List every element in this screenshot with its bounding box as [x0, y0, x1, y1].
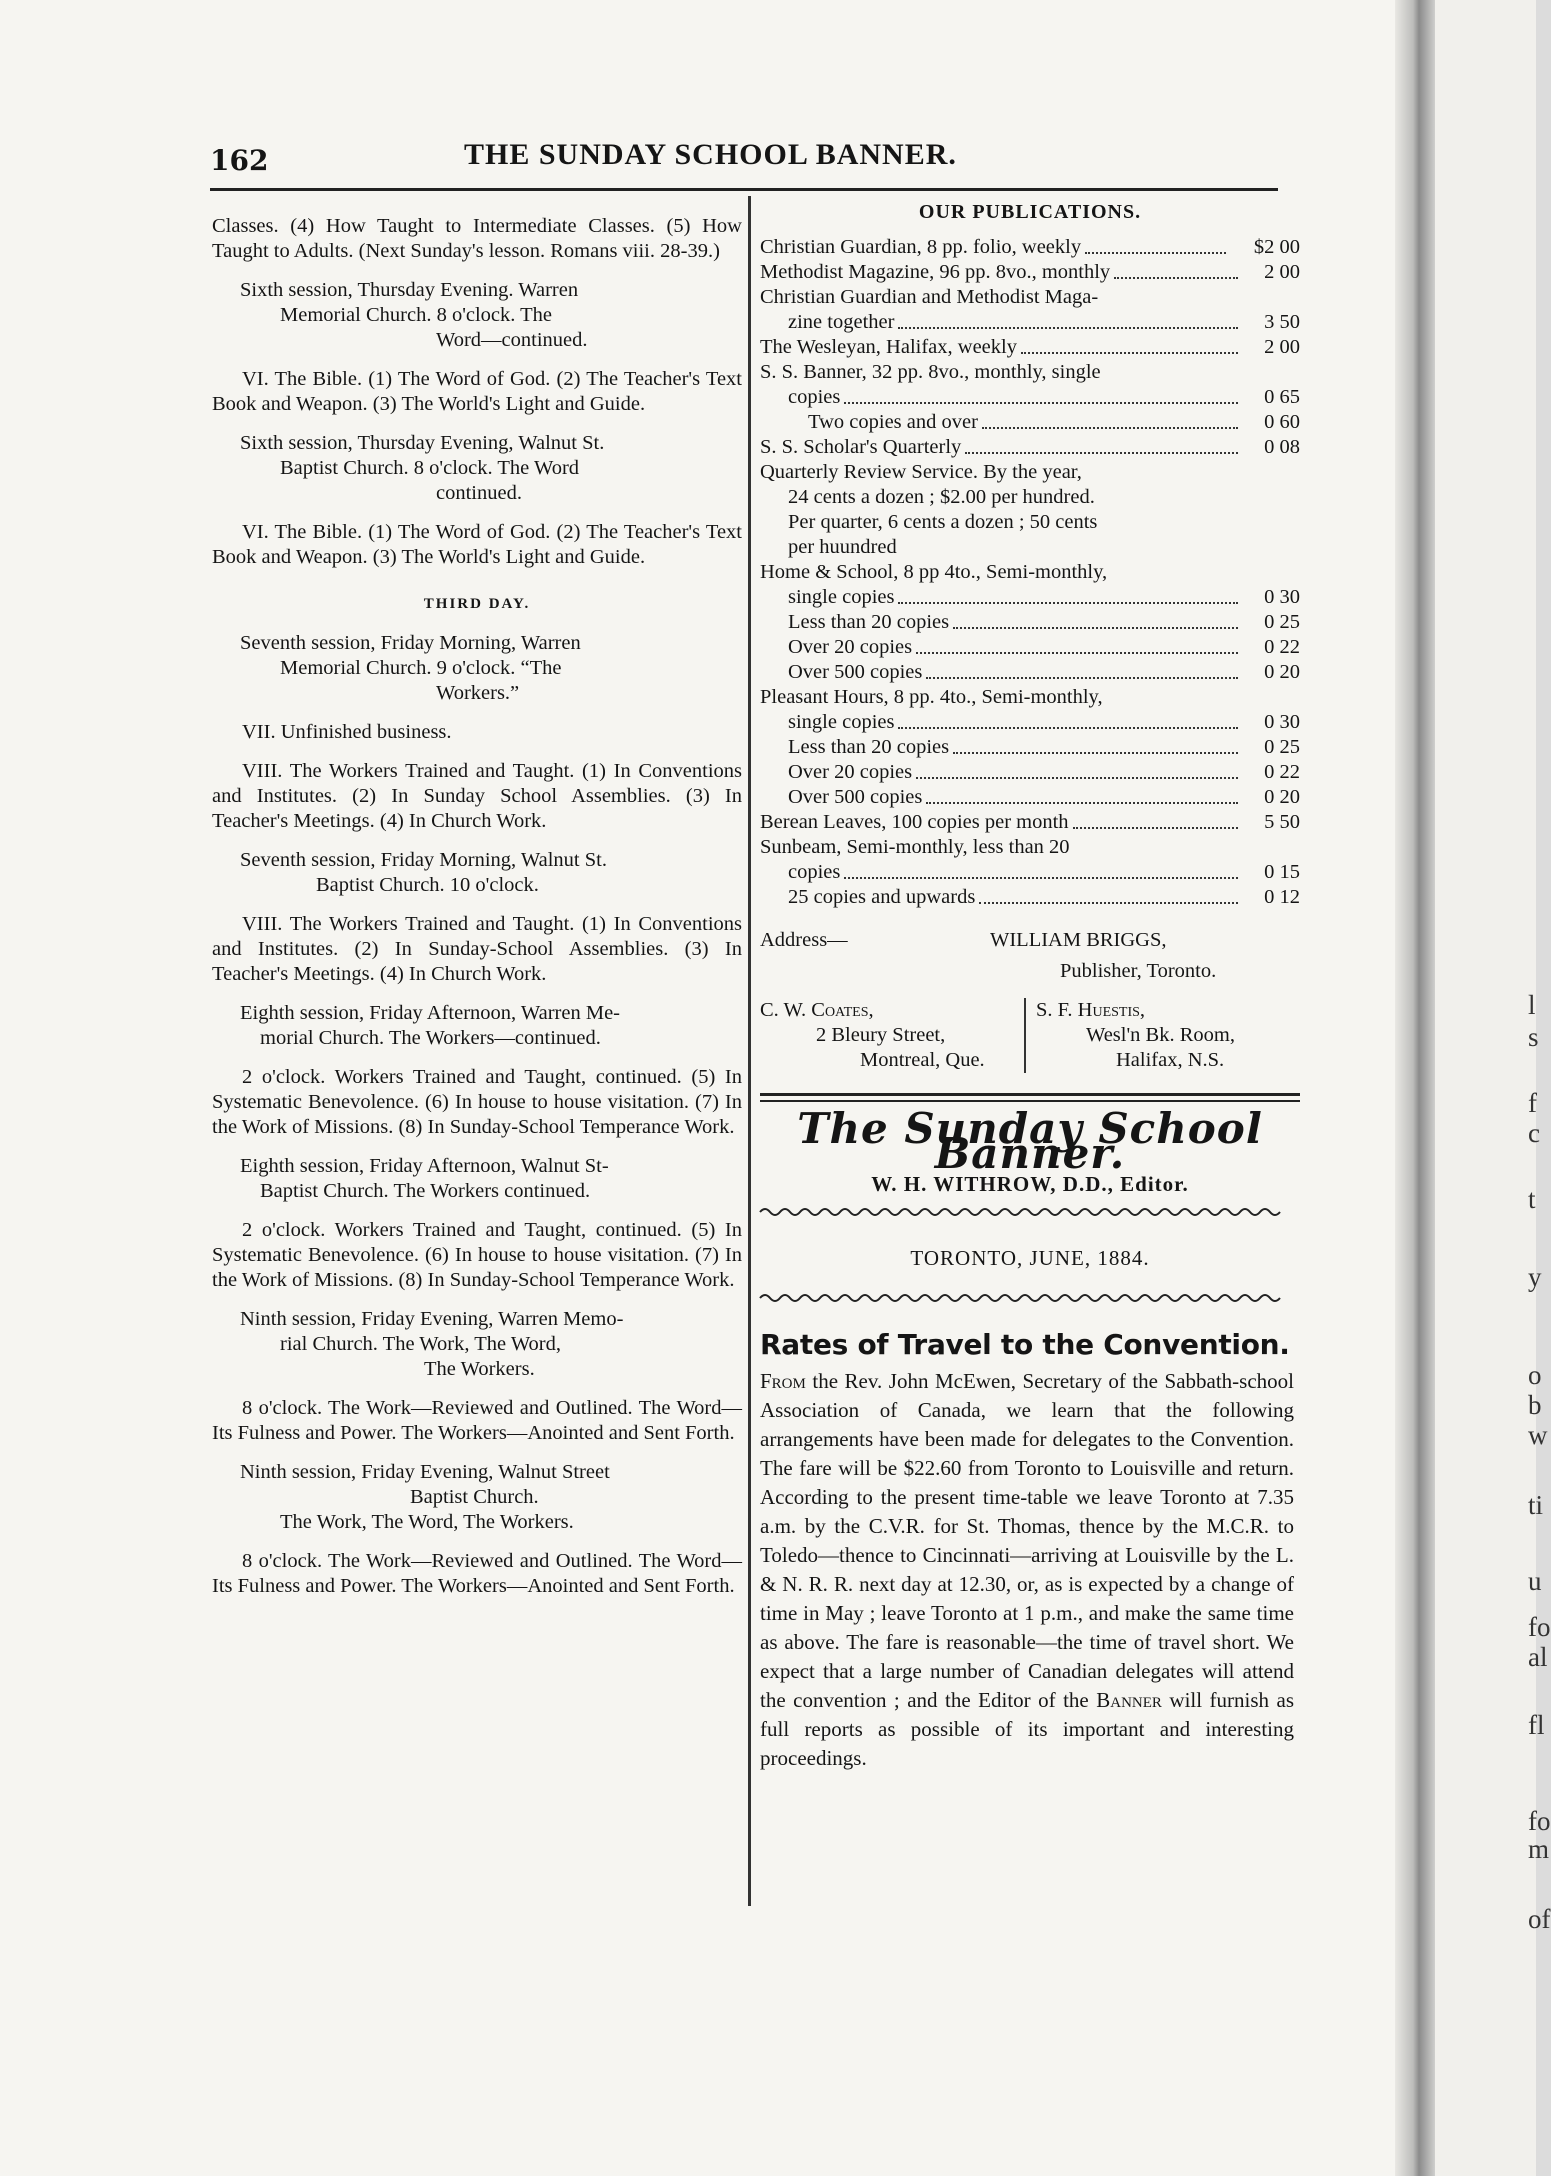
left-column — [212, 214, 742, 1613]
program-item: VIII. The Workers Trained and Taught. (1) In Conventions and Institutes. (2) In Sunday-School Assemblies. (3) In Teacher's Meetings. (4) In Church Work. — [212, 913, 742, 985]
publication-name: Over 500 copies — [788, 786, 923, 808]
dot-leader — [926, 677, 1238, 679]
publication-row — [760, 785, 1300, 810]
dot-leader — [965, 452, 1238, 454]
publication-row — [760, 635, 1300, 660]
session-line: Ninth session, Friday Evening, Warren Memo- — [240, 1308, 624, 1330]
program-text: Classes. (4) How Taught to Intermediate Classes. (5) How Taught to Adults. (Next Sunday's lesson. Romans viii. 28-39.) — [212, 215, 742, 262]
publication-price: 0 25 — [1264, 736, 1300, 758]
publication-price: 0 08 — [1264, 436, 1300, 458]
article-text-end: will furnish as full reports as possible of its important and interesting proceedings. — [760, 1688, 1295, 1770]
publication-price: 2 00 — [1264, 336, 1300, 358]
dot-leader — [916, 652, 1238, 654]
session-line: The Workers. — [424, 1358, 535, 1380]
publication-name: zine together — [788, 311, 895, 333]
publications-price-list — [760, 235, 1300, 910]
publisher-name: WILLIAM BRIGGS, — [990, 929, 1167, 951]
article-lead-word: From — [760, 1369, 806, 1393]
session-line: Baptist Church. — [410, 1486, 539, 1508]
publication-name: Christian Guardian, 8 pp. folio, weekly — [760, 236, 1082, 258]
facing-page-fragment: y — [1528, 1262, 1542, 1292]
address-block — [760, 928, 1300, 1073]
session-heading — [212, 1154, 742, 1204]
publication-row — [760, 585, 1300, 610]
facing-page-fragment: u — [1528, 1566, 1542, 1596]
publication-price: $2 00 — [1253, 236, 1300, 258]
publisher-place: Publisher, Toronto. — [1060, 960, 1217, 982]
dot-leader — [1073, 827, 1238, 829]
dot-leader — [1085, 252, 1226, 254]
program-item: 8 o'clock. The Work—Reviewed and Outlined. The Word—Its Fulness and Power. The Workers—Anointed and Sent Forth. — [212, 1397, 742, 1444]
session-line: Ninth session, Friday Evening, Walnut Street — [240, 1461, 610, 1483]
publication-row — [760, 510, 1300, 535]
publication-name: Over 20 copies — [788, 636, 913, 658]
publication-row — [760, 835, 1300, 860]
dot-leader — [898, 327, 1238, 329]
facing-page-fragment: f — [1528, 1088, 1537, 1118]
publication-row — [760, 610, 1300, 635]
publication-price: 0 20 — [1264, 661, 1300, 683]
publications-heading: OUR PUBLICATIONS. — [918, 201, 1142, 223]
right-column — [760, 200, 1300, 1773]
publication-name: S. S. Scholar's Quarterly — [760, 436, 962, 458]
publication-row — [760, 885, 1300, 910]
publication-price: 5 50 — [1264, 811, 1300, 833]
publication-name: Quarterly Review Service. By the year, — [760, 461, 1082, 483]
session-heading — [212, 431, 742, 506]
publication-name: Over 500 copies — [788, 661, 923, 683]
publication-row — [760, 860, 1300, 885]
dateline: TORONTO, JUNE, 1884. — [910, 1246, 1150, 1270]
dot-leader — [926, 802, 1238, 804]
agent-city: Montreal, Que. — [860, 1049, 985, 1071]
wavy-rule — [760, 1291, 1280, 1305]
agent-halifax — [1024, 998, 1300, 1073]
publication-name: Berean Leaves, 100 copies per month — [760, 811, 1069, 833]
dot-leader — [898, 727, 1238, 729]
publication-name: Two copies and over — [808, 411, 978, 433]
agent-name: C. W. Coates, — [760, 999, 874, 1021]
publication-row — [760, 260, 1300, 285]
publication-name: copies — [788, 386, 841, 408]
agent-montreal — [760, 998, 1024, 1073]
publication-row — [760, 360, 1300, 385]
publication-name: Over 20 copies — [788, 761, 913, 783]
program-item: VI. The Bible. (1) The Word of God. (2) The Teacher's Text Book and Weapon. (3) The World's Light and Guide. — [212, 521, 742, 568]
publication-name: single copies — [788, 586, 895, 608]
program-item: VI. The Bible. (1) The Word of God. (2) The Teacher's Text Book and Weapon. (3) The World's Light and Guide. — [212, 368, 742, 415]
publication-row — [760, 435, 1300, 460]
agents — [760, 998, 1300, 1073]
facing-page-fragment: fl — [1528, 1710, 1545, 1740]
dot-leader — [1021, 352, 1238, 354]
page-number: 162 — [210, 144, 269, 177]
publication-price: 0 20 — [1264, 786, 1300, 808]
session-heading — [212, 278, 742, 353]
session-heading — [212, 631, 742, 706]
session-line: continued. — [436, 482, 522, 504]
publication-row — [760, 485, 1300, 510]
facing-page-fragment: o — [1528, 1360, 1542, 1390]
dot-leader — [979, 902, 1238, 904]
dot-leader — [953, 627, 1238, 629]
session-line: Word—continued. — [436, 329, 588, 351]
dot-leader — [898, 602, 1238, 604]
facing-page-fragment: c — [1528, 1118, 1540, 1148]
facing-page-fragment: t — [1528, 1184, 1536, 1214]
session-heading — [212, 1460, 742, 1535]
session-line: Seventh session, Friday Morning, Warren — [240, 632, 581, 654]
publication-name: S. S. Banner, 32 pp. 8vo., monthly, single — [760, 361, 1101, 383]
publication-row — [760, 385, 1300, 410]
dot-leader — [916, 777, 1238, 779]
publication-row — [760, 460, 1300, 485]
publication-name: Less than 20 copies — [788, 736, 950, 758]
program-item: VII. Unfinished business. — [242, 721, 452, 743]
publication-row — [760, 285, 1300, 310]
dot-leader — [1114, 277, 1238, 279]
dot-leader — [844, 877, 1238, 879]
article-text: the Rev. John McEwen, Secretary of the Sabbath-school Association of Canada, we learn that the following arrangements have been made for delegates to the Convention. The fare will be $22.60 from Toronto to Louisville and return. According to the present time-table we leave Toronto at 7.35 a.m. by the C.V.R. for St. Thomas, thence by the M.C.R. to Toledo—thence to Cincinnati—arriving at Louisville by the L. & N. R. R. next day at 12.30, or, as is expected by a change of time in May ; leave Toronto at 1 p.m., and make the same time as above. The fare is reasonable—the time of travel short. We expect that a large number of Canadian delegates will attend the convention ; and the Editor of the — [760, 1369, 1294, 1712]
session-line: Baptist Church. 8 o'clock. The Word — [280, 457, 580, 479]
session-heading — [212, 1001, 742, 1051]
session-line: Memorial Church. 8 o'clock. The — [280, 304, 553, 326]
session-line: The Work, The Word, The Workers. — [280, 1511, 574, 1533]
facing-page-fragment: of — [1528, 1904, 1551, 1934]
session-line: Seventh session, Friday Morning, Walnut St. — [240, 849, 607, 871]
session-line: Baptist Church. The Workers continued. — [260, 1180, 591, 1202]
agent-street: Wesl'n Bk. Room, — [1086, 1024, 1235, 1046]
address-label: Address— — [760, 929, 848, 951]
facing-page-fragment: s — [1528, 1022, 1539, 1052]
program-item: 8 o'clock. The Work—Reviewed and Outlined. The Word—Its Fulness and Power. The Workers—Anointed and Sent Forth. — [212, 1550, 742, 1597]
session-line: Sixth session, Thursday Evening. Warren — [240, 279, 579, 301]
book-gutter — [1395, 0, 1435, 2176]
dot-leader — [844, 402, 1238, 404]
publication-row — [760, 685, 1300, 710]
agent-city: Halifax, N.S. — [1116, 1049, 1225, 1071]
publication-price: 0 65 — [1264, 386, 1300, 408]
article-title: Rates of Travel to the Convention. — [760, 1328, 1290, 1361]
publication-row — [760, 660, 1300, 685]
publication-price: 0 22 — [1264, 636, 1300, 658]
publication-name: Sunbeam, Semi-monthly, less than 20 — [760, 836, 1070, 858]
publication-price: 0 30 — [1264, 586, 1300, 608]
masthead-title: The Sunday School Banner. — [797, 1104, 1263, 1178]
wavy-rule — [760, 1205, 1280, 1219]
dot-leader — [953, 752, 1238, 754]
session-line: Workers.” — [436, 682, 520, 704]
session-line: Memorial Church. 9 o'clock. “The — [280, 657, 562, 679]
publication-price: 2 00 — [1264, 261, 1300, 283]
publication-name: Methodist Magazine, 96 pp. 8vo., monthly — [760, 261, 1111, 283]
session-line: Baptist Church. 10 o'clock. — [316, 874, 539, 896]
dot-leader — [982, 427, 1238, 429]
publication-name: Per quarter, 6 cents a dozen ; 50 cents — [788, 511, 1098, 533]
publication-name: 24 cents a dozen ; $2.00 per hundred. — [788, 486, 1095, 508]
double-rule — [760, 1093, 1300, 1102]
program-item: 2 o'clock. Workers Trained and Taught, continued. (5) In Systematic Benevolence. (6) In house to house visitation. (7) In the Work of Missions. (8) In Sunday-School Temperance Work. — [212, 1066, 742, 1138]
running-head — [210, 138, 1278, 191]
publication-price: 0 22 — [1264, 761, 1300, 783]
publication-row — [760, 310, 1300, 335]
publication-name: per huundred — [788, 536, 897, 558]
publication-price: 0 25 — [1264, 611, 1300, 633]
publication-row — [760, 235, 1300, 260]
publication-name: 25 copies and upwards — [788, 886, 976, 908]
publication-price: 0 12 — [1264, 886, 1300, 908]
session-line: Sixth session, Thursday Evening, Walnut St. — [240, 432, 605, 454]
session-line: morial Church. The Workers—continued. — [260, 1027, 601, 1049]
journal-title: THE SUNDAY SCHOOL BANNER. — [464, 138, 957, 171]
facing-page-fragment: l — [1528, 990, 1536, 1020]
publication-name: Home & School, 8 pp 4to., Semi-monthly, — [760, 561, 1108, 583]
publication-row — [760, 410, 1300, 435]
publication-row — [760, 535, 1300, 560]
editor-line: W. H. WITHROW, D.D., Editor. — [871, 1172, 1189, 1196]
session-line: Eighth session, Friday Afternoon, Warren Me- — [240, 1002, 621, 1024]
publication-price: 0 60 — [1264, 411, 1300, 433]
publication-name: single copies — [788, 711, 895, 733]
facing-page-fragment: m — [1528, 1834, 1550, 1864]
program-item: 2 o'clock. Workers Trained and Taught, continued. (5) In Systematic Benevolence. (6) In house to house visitation. (7) In the Work of Missions. (8) In Sunday-School Temperance Work. — [212, 1219, 742, 1291]
publication-name: copies — [788, 861, 841, 883]
column-rule — [748, 196, 751, 1906]
article-body — [760, 1367, 1300, 1773]
day-heading: THIRD DAY. — [423, 596, 531, 612]
publication-name: Less than 20 copies — [788, 611, 950, 633]
agent-name: S. F. Huestis, — [1036, 999, 1146, 1021]
facing-page-fragment: al — [1528, 1642, 1548, 1672]
publication-row — [760, 560, 1300, 585]
facing-page-edge — [1435, 0, 1551, 2176]
publication-row — [760, 335, 1300, 360]
facing-page-fragment: fo — [1528, 1806, 1551, 1836]
session-heading — [212, 848, 742, 898]
publication-row — [760, 710, 1300, 735]
session-line: rial Church. The Work, The Word, — [280, 1333, 561, 1355]
publication-price: 0 15 — [1264, 861, 1300, 883]
banner-word: Banner — [1096, 1688, 1162, 1712]
session-heading — [212, 1307, 742, 1382]
facing-page-fragment: ti — [1528, 1490, 1544, 1520]
facing-page-fragment: fo — [1528, 1612, 1551, 1642]
publication-row — [760, 735, 1300, 760]
facing-page-fragment: w — [1528, 1420, 1548, 1450]
publication-name: The Wesleyan, Halifax, weekly — [760, 336, 1017, 358]
agent-street: 2 Bleury Street, — [816, 1024, 946, 1046]
program-item: VIII. The Workers Trained and Taught. (1) In Conventions and Institutes. (2) In Sunday School Assemblies. (3) In Teacher's Meetings. (4) In Church Work. — [212, 760, 742, 832]
publication-name: Christian Guardian and Methodist Maga- — [760, 286, 1099, 308]
session-line: Eighth session, Friday Afternoon, Walnut St- — [240, 1155, 609, 1177]
publication-row — [760, 760, 1300, 785]
publication-price: 3 50 — [1264, 311, 1300, 333]
publication-name: Pleasant Hours, 8 pp. 4to., Semi-monthly, — [760, 686, 1103, 708]
facing-page-fragment: b — [1528, 1390, 1542, 1420]
publication-row — [760, 810, 1300, 835]
publication-price: 0 30 — [1264, 711, 1300, 733]
